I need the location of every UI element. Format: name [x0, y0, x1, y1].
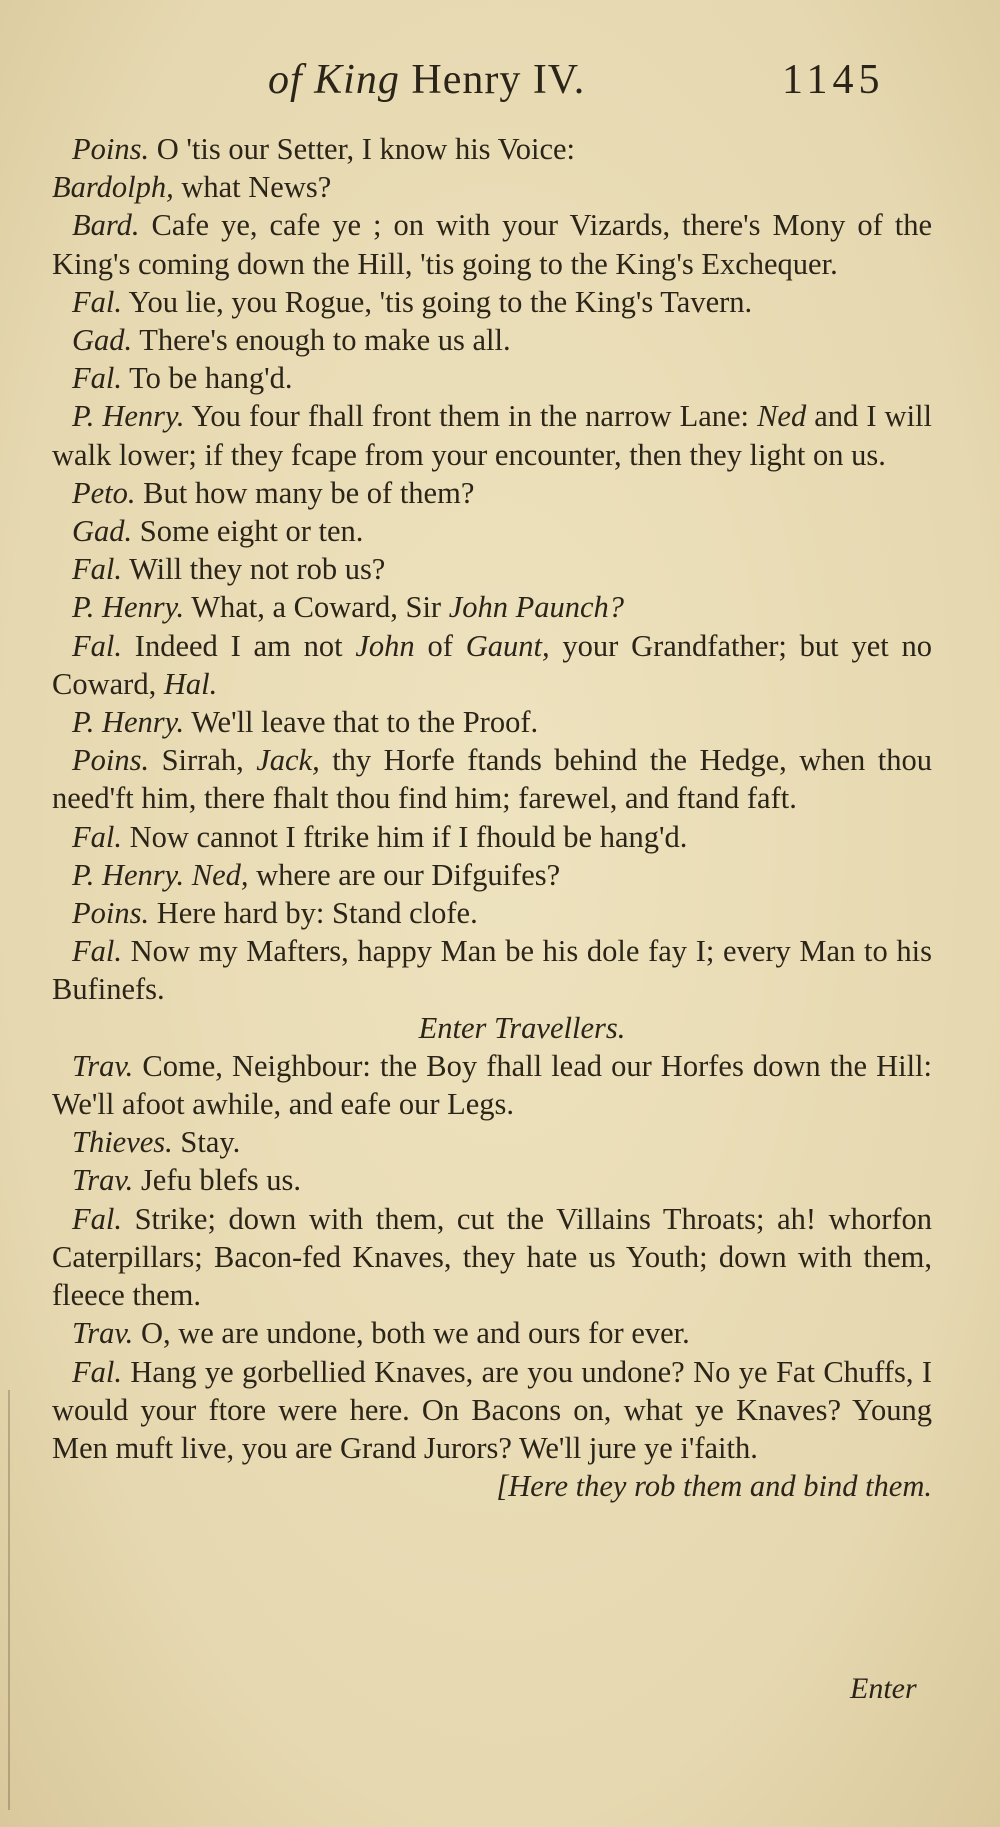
stage-direction-enter: Enter Travellers. — [418, 1010, 626, 1045]
page-number: 1145 — [782, 57, 885, 103]
speaker-name: Trav. — [72, 1163, 134, 1198]
speech-text: Now my Mafters, happy Man be his dole fay I; every Man to his Bufinefs. — [52, 934, 932, 1007]
speaker-name: Trav. — [72, 1316, 134, 1351]
speech-text: what News? — [181, 170, 332, 205]
speech — [52, 397, 932, 473]
speech-text: Stay. — [180, 1125, 241, 1160]
speech-text: Ned, where are our Difguifes? — [191, 857, 561, 892]
speech-text: What, a Coward, Sir John Paunch? — [191, 590, 625, 625]
speaker-name: P. Henry. — [72, 590, 185, 625]
speech-text: But how many be of them? — [143, 475, 475, 510]
speaker-name: P. Henry. — [72, 857, 185, 892]
speech-text: There's enough to make us all. — [139, 323, 511, 358]
speech — [52, 627, 932, 703]
speech-text: Some eight or ten. — [139, 514, 364, 549]
speech — [52, 588, 932, 626]
speech — [52, 1314, 932, 1352]
speech — [52, 1123, 932, 1161]
speaker-name: Gad. — [72, 514, 133, 549]
speech — [52, 856, 932, 894]
title-roman: Henry IV. — [411, 57, 586, 103]
speaker-name: Trav. — [72, 1048, 134, 1083]
speaker-name: Fal. — [72, 284, 122, 319]
speaker-name: Fal. — [72, 1354, 122, 1389]
speech — [52, 206, 932, 282]
speech — [52, 130, 932, 168]
speech-text: Jefu blefs us. — [140, 1163, 302, 1198]
speech — [52, 1047, 932, 1123]
speaker-name: Poins. — [72, 743, 150, 778]
speech-text: To be hang'd. — [129, 361, 293, 396]
running-header — [0, 56, 1000, 116]
speech — [52, 741, 932, 817]
speech — [52, 703, 932, 741]
speech-text: Here hard by: Stand clofe. — [156, 896, 478, 931]
speaker-name: Poins. — [72, 132, 150, 166]
speaker-name: P. Henry. — [72, 705, 185, 740]
speaker-name: Fal. — [72, 819, 122, 854]
speech-text: O 'tis our Setter, I know his Voice: — [156, 132, 575, 166]
speech-text: We'll leave that to the Proof. — [191, 705, 539, 740]
speaker-name: Bardolph, — [52, 170, 174, 205]
speaker-name: P. Henry. — [72, 399, 185, 434]
speech — [52, 1353, 932, 1468]
speaker-name: Gad. — [72, 323, 133, 358]
dialogue-block-2 — [52, 1047, 932, 1467]
speaker-name: Fal. — [72, 361, 122, 396]
speech — [52, 168, 932, 206]
speaker-name: Fal. — [72, 1201, 122, 1236]
dialogue-block-1 — [52, 130, 932, 1009]
title-italic: of King — [268, 57, 400, 103]
speech — [52, 550, 932, 588]
speech-text: Now cannot I ftrike him if I fhould be hang'd. — [129, 819, 688, 854]
speech — [52, 359, 932, 397]
speech-text: Hang ye gorbellied Knaves, are you undone? No ye Fat Chuffs, I would your ftore were here. On Bacons on, what ye Knaves? Young Men muft live, you are Grand Jurors? We'll jure ye i'faith. — [52, 1354, 933, 1465]
speech-text: You lie, you Rogue, 'tis going to the King's Tavern. — [128, 284, 753, 319]
margin-mark — [8, 1390, 10, 1810]
running-title — [268, 56, 585, 104]
speaker-name: Bard. — [72, 208, 140, 243]
speech — [52, 283, 932, 321]
speech-text: Cafe ye, cafe ye ; on with your Vizards, there's Mony of the King's coming down the Hill, 'tis going to the King's Exchequer. — [52, 208, 932, 281]
speech-text: Will they not rob us? — [129, 552, 386, 587]
speaker-name: Thieves. — [72, 1125, 173, 1160]
speech-text: Sirrah, Jack, thy Horfe ftands behind the Hedge, when thou need'ft him, there fhalt thou find him; farewel, and ftand faft. — [52, 743, 932, 816]
speech — [52, 894, 932, 932]
speaker-name: Peto. — [72, 475, 136, 510]
speech-text: O, we are undone, both we and ours for ever. — [140, 1316, 690, 1351]
speaker-name: Fal. — [72, 552, 122, 587]
speech — [52, 932, 932, 1008]
speaker-name: Fal. — [72, 934, 122, 969]
play-text — [52, 130, 932, 1505]
speech — [52, 512, 932, 550]
speech — [52, 474, 932, 512]
speech-text: Indeed I am not John of Gaunt, your Grandfather; but yet no Coward, Hal. — [52, 628, 933, 701]
speech-text: You four fhall front them in the narrow Lane: Ned and I will walk lower; if they fcape from your encounter, then they light on us. — [52, 399, 932, 472]
stage-direction-rob: [Here they rob them and bind them. — [496, 1469, 932, 1504]
speech — [52, 818, 932, 856]
speech — [52, 1200, 932, 1315]
speech-text: Strike; down with them, cut the Villains Throats; ah! whorfon Caterpillars; Bacon-fed Knaves, they hate us Youth; down with them, fleece them. — [52, 1201, 933, 1313]
speech — [52, 1161, 932, 1199]
speech-text: Come, Neighbour: the Boy fhall lead our Horfes down the Hill: We'll afoot awhile, and eafe our Legs. — [52, 1048, 933, 1122]
catchword: Enter — [850, 1672, 917, 1705]
speech — [52, 321, 932, 359]
speaker-name: Fal. — [72, 628, 122, 663]
speaker-name: Poins. — [72, 896, 150, 931]
